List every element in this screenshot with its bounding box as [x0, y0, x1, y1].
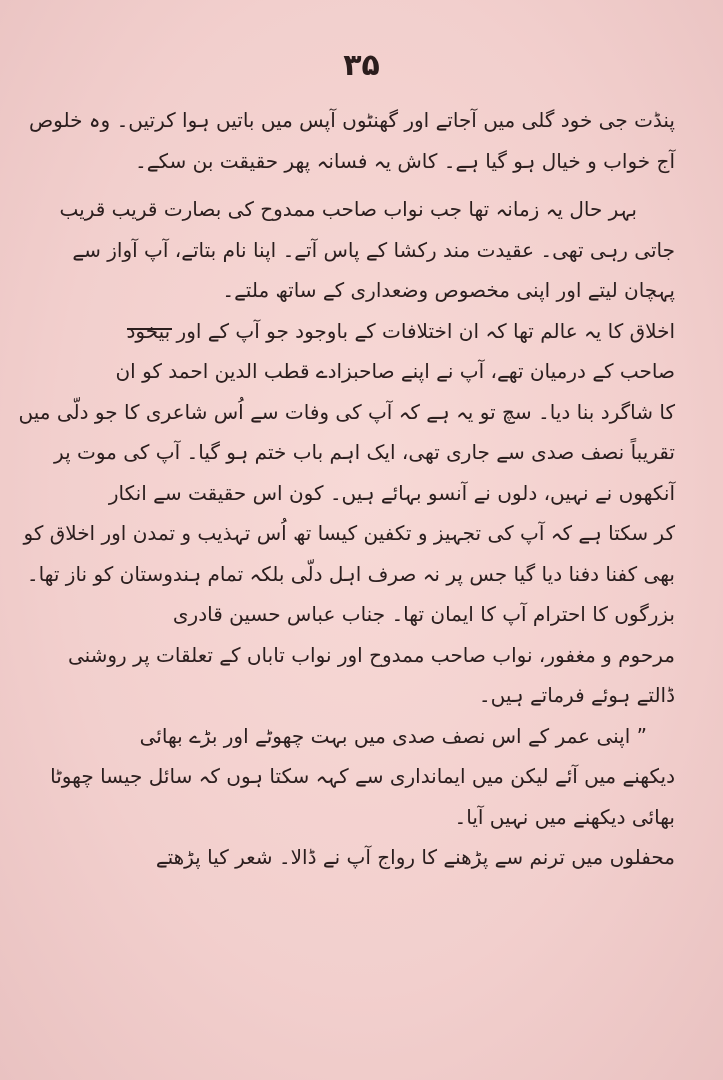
- text-line: آنکھوں نے نہیں، دلوں نے آنسو بہائے ہیں۔ کون اس حقیقت سے انکار: [108, 480, 675, 505]
- text-line: بھائی دیکھنے میں نہیں آیا۔: [454, 804, 675, 829]
- text-line: دیکھنے میں آئے لیکن میں ایمانداری سے کہہ سکتا ہوں کہ سائل جیسا چھوٹا: [50, 764, 675, 788]
- text-line: ڈالتے ہوئے فرماتے ہیں۔: [478, 683, 675, 707]
- text-line: بہر حال یہ زمانہ تھا جب نواب صاحب ممدوح کی بصارت قریب قریب: [59, 197, 637, 221]
- text-line: پنڈت جی خود گلی میں آجاتے اور گھنٹوں آپس میں باتیں ہوا کرتیں۔ وہ خلوص: [28, 108, 675, 132]
- text-line: آج خواب و خیال ہو گیا ہے۔ کاش یہ فسانہ پھر حقیقت بن سکے۔: [135, 148, 675, 173]
- text-line: جاتی رہی تھی۔ عقیدت مند رکشا کے پاس آتے۔ اپنا نام بتاتے، آپ آواز سے: [72, 237, 675, 262]
- text-line: کا شاگرد بنا دیا۔ سچ تو یہ ہے کہ آپ کی وفات سے اُس شاعری کا جو دلّی میں: [18, 399, 675, 424]
- text-line: اخلاق کا یہ عالم تھا کہ ان اختلافات کے باوجود جو آپ کے اور بیخود: [126, 318, 675, 343]
- text-line: بزرگوں کا احترام آپ کا ایمان تھا۔ جناب عباس حسین قادری: [172, 602, 675, 626]
- text-line: پہچان لیتے اور اپنی مخصوص وضعداری کے ساتھ ملتے۔: [222, 278, 675, 302]
- text-line: محفلوں میں ترنم سے پڑھنے کا رواج آپ نے ڈالا۔ شعر کیا پڑھتے: [155, 845, 675, 869]
- page-body-text: [18, 100, 675, 878]
- text-line: بھی کفنا دفنا دیا گیا جس پر نہ صرف اہل دلّی بلکہ تمام ہندوستان کو ناز تھا۔: [26, 561, 675, 586]
- text-line: مرحوم و مغفور، نواب صاحب ممدوح اور نواب تاباں کے تعلقات پر روشنی: [67, 642, 675, 667]
- text-line: کر سکتا ہے کہ آپ کی تجہیز و تکفین کیسا تھ اُس تہذیب و تمدن اور اخلاق کو: [23, 521, 675, 545]
- text-line: ” اپنی عمر کے اس نصف صدی میں بہت چھوٹے اور بڑے بھائی: [139, 723, 647, 748]
- text-line: تقریباً نصف صدی سے جاری تھی، ایک اہم باب ختم ہو گیا۔ آپ کی موت پر: [54, 440, 675, 464]
- page-number: ۳۵: [343, 48, 380, 83]
- text-line: صاحب کے درمیان تھے، آپ نے اپنے صاحبزادے قطب الدین احمد کو ان: [115, 359, 675, 383]
